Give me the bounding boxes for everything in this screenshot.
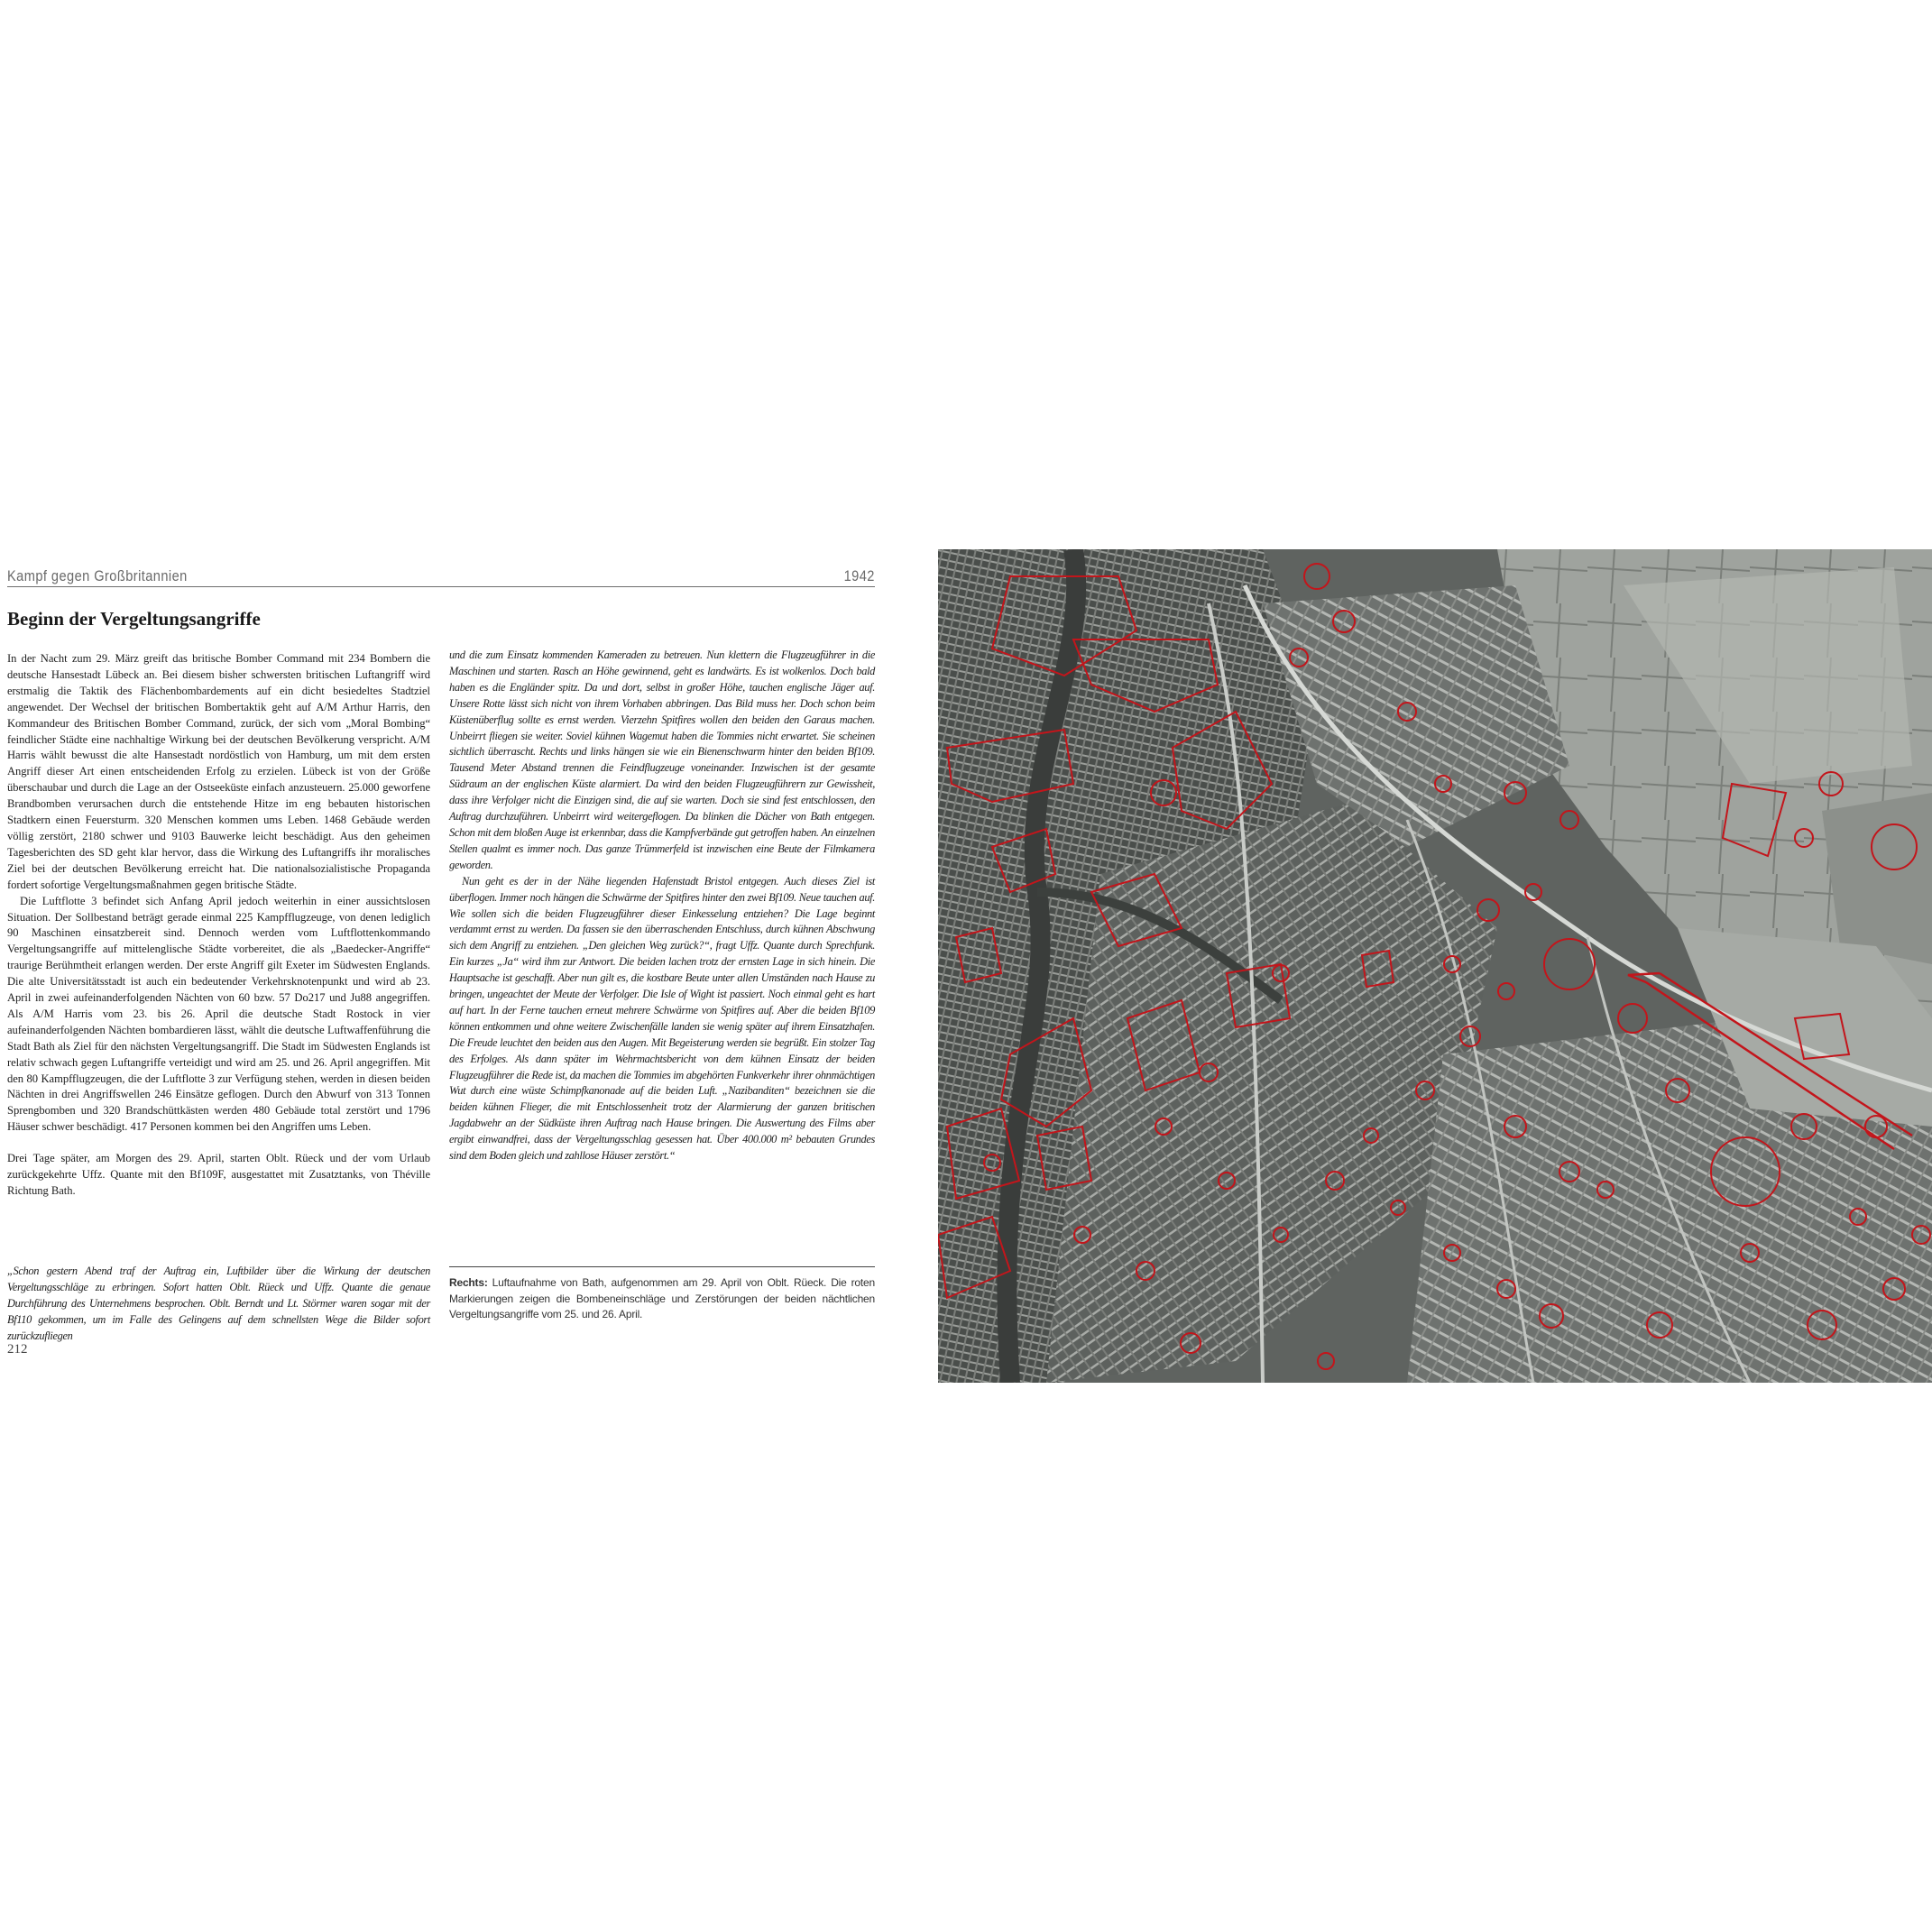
quote-block: „Schon gestern Abend traf der Auftrag ein, Luftbilder über die Wirkung der deutschen Vergeltungsschläge zu erbringen. Sofort hatten Oblt. Rüeck und Uffz. Quante die genaue Durchführung des Unternehmens besprochen. Oblt. Berndt und Lt. Störmer waren sogar mit der Bf110 gekommen, um im Falle des Gelingens auf dem schnellsten Wege die Bilder sofort zurückzufliegen [7,1265,430,1342]
paragraph: Die Luftflotte 3 befindet sich Anfang April jedoch weiterhin in einer aussichtslosen Situation. Der Sollbestand beträgt gerade einmal 225 Kampfflugzeuge, von denen lediglich 90 Maschinen einsatzbereit sind. Dennoch werden vom Luftflottenkommando Vergeltungsangriffe auf mittelenglische Städte vorbereitet, die als „Baedecker-Angriffe“ traurige Berühmtheit erlangen werden. Der erste Angriff gilt Exeter im Südwesten Englands. Die alte Universitätsstadt ist auch ein bedeutender Verkehrsknotenpunkt und wird ab 23. April in zwei aufeinanderfolgenden Nächten von 60 bzw. 57 Do217 und Ju88 angegriffen. Als A/M Harris vom 23. bis 26. April die deutsche Stadt Rostock in vier aufeinanderfolgenden Nächten bombardieren lässt, wählt die deutsche Luftwaffenführung die Stadt Bath als Ziel für den nächsten Vergeltungsangriff. Die Stadt im Südwesten Englands ist relativ schwach gegen Luftangriffe verteidigt und wird am 25. und 26. April angegriffen. Mit den 80 Kampfflugzeugen, die der Luftflotte 3 zur Verfügung stehen, werden in diesen beiden Nächten in drei Angriffswellen 246 Einsätze geflogen. Durch den Abwurf von 313 Tonnen Sprengbomben und 320 Brandschüttkästen werden 480 Gebäude total zerstört und 1796 Häuser schwer beschädigt. 417 Personen kommen bei den Angriffen ums Leben. [7,894,430,1134]
photo-caption [449,1275,875,1323]
paragraph: In der Nacht zum 29. März greift das britische Bomber Command mit 234 Bombern die deutsche Hansestadt Lübeck an. Bei diesem bisher schwersten britischen Luftangriff wird erstmalig die Taktik des Flächenbombardements auf ein dicht besiedeltes Stadtziel angewendet. Der Wechsel der britischen Bombertaktik geht auf A/M Arthur Harris, den Kommandeur des Britischen Bomber Command, zurück, der sich vom „Moral Bombing“ feindlicher Städte eine nachhaltige Wirkung bei der deutschen Bevölkerung verspricht. A/M Harris wählt bewusst die alte Hansestadt nordöstlich von Hamburg, um mit dem ersten Angriff dieser Art einen entscheidenden Erfolg zu erzielen. Lübeck ist von der Größe überschaubar und durch die Lage an der Ostseeküste einfach anzusteuern. 25.000 geworfene Brandbomben verursachen durch die entstehende Hitze im eng bebauten historischen Stadtkern einen Feuersturm. 320 Menschen kommen ums Leben. 1468 Gebäude werden völlig zerstört, 2180 schwer und 9103 Bauwerke leicht beschädigt. Aus den geheimen Tagesberichten des SD geht klar hervor, dass die Wirkung des Luftangriffs ihr moralisches Ziel bei der deutschen Bevölkerung erreicht hat. Die nationalsozialistische Propaganda fordert sofortige Vergeltungsmaßnahmen gegen britische Städte. [7,652,430,891]
caption-text: Luftaufnahme von Bath, aufgenommen am 29. April von Oblt. Rüeck. Die roten Markierungen zeigen die Bombeneinschläge und Zerstörungen der beiden nächtlichen Vergeltungsangriffe vom 25. und 26. April. [449,1276,875,1320]
running-header [7,568,875,587]
caption-rule [449,1266,875,1267]
header-year: 1942 [843,567,875,584]
paragraph: Nun geht es der in der Nähe liegenden Hafenstadt Bristol entgegen. Auch dieses Ziel ist überflogen. Immer noch hängen die Schwärme der Spitfires hinter den zwei Bf109. Neue tauchen auf. Wie sollen sich die beiden Flugzeugführer dieser Einkesselung entziehen? Die Lage beginnt verdammt ernst zu werden. Da fassen sie den überraschenden Entschluss, durch kühnen Abschwung sich dem Angriff zu entziehen. „Den gleichen Weg zurück?“, fragt Uffz. Quante durch Sprechfunk. Ein kurzes „Ja“ wird ihm zur Antwort. Die beiden lachen trotz der ernsten Lage in sich hinein. Die Hauptsache ist geschafft. Aber nun gilt es, die kostbare Beute unter allen Umständen nach Hause zu bringen, ungeachtet der Meute der Verfolger. Die Isle of Wight ist passiert. Noch einmal geht es hart auf hart. In der Ferne tauchen erneut mehrere Schwärme von Spitfires auf. Aber die beiden Bf109 können entkommen und ohne weitere Zwischenfälle landen sie wenig später auf ihrem Einsatzhafen. Die Freude leuchtet den beiden aus den Augen. Mit Begeisterung werden sie begrüßt. Ein stolzer Tag des Erfolges. Als dann später im Wehrmachtsbericht von dem kühnen Einsatz der beiden Flugzeugführer die Rede ist, da machen die Tommies im abgehörten Funkverkehr ihrer ohnmächtigen Wut durch eine wüste Schimpfkanonade auf die beiden Luft. „Nazibanditen“ bezeichnen sie die beiden kühnen Flieger, die mit Entschlossenheit trotz der Alarmierung der ganzen britischen Jagdabwehr an der Südküste ihren Auftrag nach Hause bringen. Die Auswertung des Films aber ergibt einwandfrei, dass der Vergeltungsschlag gesessen hat. Über 400.000 m² bebauten Grundes sind dem Boden gleich und zahllose Häuser zerstört.“ [449,874,875,1163]
paragraph: Drei Tage später, am Morgen des 29. April, starten Oblt. Rüeck und der vom Urlaub zurückgekehrte Uffz. Quante mit den Bf109F, ausgestattet mit Zusatztanks, von Théville Richtung Bath. [7,1152,430,1197]
caption-lead: Rechts: [449,1276,488,1289]
left-text-column [7,651,430,1200]
aerial-photo-bath [938,549,1932,1383]
page-number: 212 [7,1342,28,1357]
chapter-title: Kampf gegen Großbritannien [7,567,188,584]
paragraph: und die zum Einsatz kommenden Kameraden zu betreuen. Nun klettern die Flugzeugführer in die Maschinen und starten. Rasch an Höhe gewinnend, geht es landwärts. Es ist wolkenlos. Doch bald haben es die Engländer spitz. Da und dort, selbst in großer Höhe, tauchen englische Jäger auf. Unsere Rotte lässt sich nicht von ihrem Vorhaben abbringen. Das Bild muss her. Doch schon beim Küstenüberflug sollte es ernst werden. Vierzehn Spitfires wollen den beiden den Garaus machen. Unbeirrt fliegen sie weiter. Soviel kühnen Wagemut haben die Tommies nicht erwartet. Sie scheinen sichtlich überrascht. Rechts und links hängen sie wie ein Bienenschwarm hinter den beiden Bf109. Tausend Meter Abstand trennen die Feindflugzeuge voneinander. Inzwischen ist der gesamte Südraum an der englischen Küste alarmiert. Da wird den beiden Flugzeugführern zur Gewissheit, dass ihre Verfolger nicht die Einzigen sind, die auf sie warten. Doch sie sind fest entschlossen, den Auftrag durchzuführen. Unbeirrt wird weitergeflogen. Da blinken die Dächer von Bath entgegen. Schon mit dem bloßen Auge ist erkennbar, dass die Kampfverbände gut getroffen haben. An einzelnen Stellen qualmt es immer noch. Das ganze Trümmerfeld ist inzwischen eine Beute der Filmkamera geworden. [449,649,875,871]
right-text-column [449,648,875,1164]
section-title: Beginn der Vergeltungsangriffe [7,608,261,630]
